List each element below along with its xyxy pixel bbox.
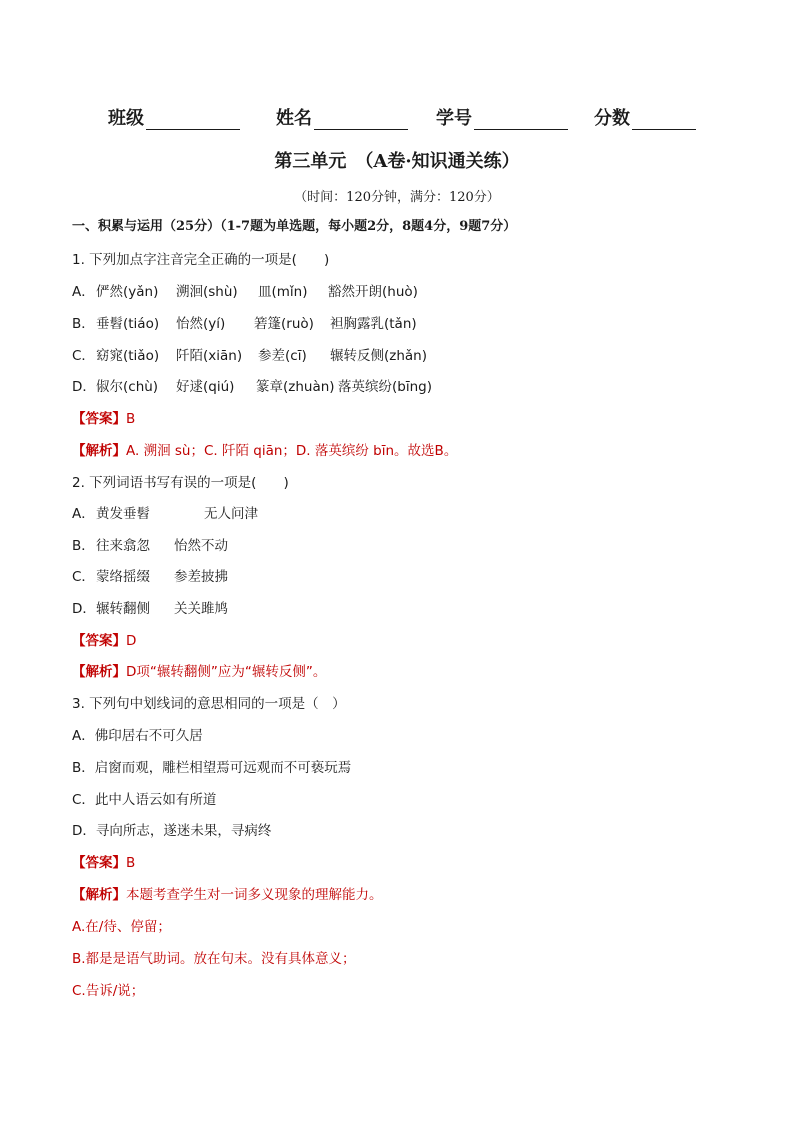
option-text: 佛印居右不可久居 xyxy=(94,728,203,744)
section-heading: 一、积累与运用（25分）（1-7题为单选题，每小题2分，8题4分，9题7分） xyxy=(72,219,517,234)
option-letter: A． xyxy=(72,284,95,300)
option-item: 参差披拂 xyxy=(174,569,228,585)
q1-explanation xyxy=(72,441,457,461)
question-1-stem: 1. 下列加点字注音完全正确的一项是( ) xyxy=(72,252,330,268)
class-field xyxy=(108,104,240,130)
option-item: 黄发垂髫 xyxy=(96,506,150,522)
id-label: 学号 xyxy=(436,108,472,129)
option-letter: B． xyxy=(72,538,95,554)
option-item: 箬篷(ruò) xyxy=(254,316,314,332)
option-item: 俶尔(chù) xyxy=(96,379,159,395)
class-label: 班级 xyxy=(108,108,144,129)
option-item: 俨然(yǎn) xyxy=(96,284,159,300)
question-3-stem: 3. 下列句中划线词的意思相同的一项是（ ） xyxy=(72,696,346,712)
option-item: 辗转反侧(zhǎn) xyxy=(330,348,428,364)
q1-option-c xyxy=(72,346,732,366)
q3-option-a xyxy=(72,726,203,746)
score-blank xyxy=(632,111,696,130)
option-item: 关关雎鸠 xyxy=(174,601,228,617)
option-item: 溯洄(shù) xyxy=(176,284,238,300)
q3-note: A.在/待、停留； xyxy=(72,919,171,935)
q3-option-b xyxy=(72,758,351,778)
option-letter: A． xyxy=(72,506,95,522)
option-letter: A． xyxy=(72,728,95,744)
answer-tag: 【答案】 xyxy=(72,855,126,871)
question-2-stem: 2. 下列词语书写有误的一项是( ) xyxy=(72,475,289,491)
score-field xyxy=(594,104,696,130)
explain-tag: 【解析】 xyxy=(72,887,126,903)
option-item: 豁然开朗(huò) xyxy=(328,284,418,300)
q3-note: C.告诉/说； xyxy=(72,983,145,999)
q1-option-d xyxy=(72,377,732,397)
option-text: 寻向所志，遂迷未果，寻病终 xyxy=(95,823,272,839)
answer-value: B xyxy=(126,411,136,427)
page-subtitle: （时间：120分钟，满分：120分） xyxy=(294,190,500,205)
option-letter: C． xyxy=(72,792,95,808)
class-blank xyxy=(146,111,240,130)
q1-option-b xyxy=(72,314,732,334)
name-label: 姓名 xyxy=(276,108,312,129)
option-item: 怡然不动 xyxy=(174,538,228,554)
id-field xyxy=(436,104,568,130)
option-item: 落英缤纷(bīng) xyxy=(338,379,432,395)
option-item: 垂髫(tiáo) xyxy=(96,316,160,332)
option-item: 无人问津 xyxy=(204,506,258,522)
q3-option-c xyxy=(72,790,216,810)
q3-answer xyxy=(72,853,135,873)
id-blank xyxy=(474,111,568,130)
q2-answer xyxy=(72,631,136,651)
explain-text: A. 溯洄 sù；C. 阡陌 qiān；D. 落英缤纷 bīn。故选B。 xyxy=(126,443,458,459)
option-text: 启窗而观，雕栏相望焉可远观而不可亵玩焉 xyxy=(94,760,352,776)
q2-option-d xyxy=(72,599,372,619)
answer-tag: 【答案】 xyxy=(72,411,126,427)
q3-explanation xyxy=(72,885,383,905)
option-item: 蒙络摇缀 xyxy=(96,569,150,585)
option-text: 此中人语云如有所道 xyxy=(94,792,217,808)
q3-note: B.都是是语气助词。放在句末。没有具体意义； xyxy=(72,951,356,967)
q3-option-d xyxy=(72,821,271,841)
option-letter: D． xyxy=(72,379,96,395)
q2-option-a xyxy=(72,504,372,524)
option-item: 往来翕忽 xyxy=(96,538,150,554)
page-title: 第三单元 （A卷·知识通关练） xyxy=(274,151,520,172)
option-letter: D． xyxy=(72,823,96,839)
q2-option-b xyxy=(72,536,372,556)
option-letter: D． xyxy=(72,601,96,617)
explain-tag: 【解析】 xyxy=(72,664,126,680)
name-blank xyxy=(314,111,408,130)
option-letter: B． xyxy=(72,316,95,332)
option-item: 袒胸露乳(tǎn) xyxy=(330,316,417,332)
q1-option-a xyxy=(72,282,732,302)
explain-text: D项“辗转翻侧”应为“辗转反侧”。 xyxy=(126,664,327,680)
option-item: 阡陌(xiān) xyxy=(176,348,243,364)
header-fields xyxy=(108,104,708,132)
option-letter: C． xyxy=(72,348,95,364)
q2-explanation xyxy=(72,662,326,682)
score-label: 分数 xyxy=(594,108,630,129)
q1-answer xyxy=(72,409,135,429)
option-item: 窈窕(tiǎo) xyxy=(96,348,160,364)
option-letter: B． xyxy=(72,760,95,776)
explain-text: 本题考查学生对一词多义现象的理解能力。 xyxy=(126,887,383,903)
option-item: 篆章(zhuàn) xyxy=(256,379,335,395)
answer-value: B xyxy=(126,855,136,871)
answer-tag: 【答案】 xyxy=(72,633,126,649)
option-item: 参差(cī) xyxy=(258,348,307,364)
option-letter: C． xyxy=(72,569,95,585)
option-item: 怡然(yí) xyxy=(176,316,226,332)
q2-option-c xyxy=(72,567,372,587)
name-field xyxy=(276,104,408,130)
explain-tag: 【解析】 xyxy=(72,443,126,459)
option-item: 辗转翻侧 xyxy=(96,601,150,617)
answer-value: D xyxy=(126,633,137,649)
option-item: 好逑(qiú) xyxy=(176,379,235,395)
option-item: 皿(mǐn) xyxy=(258,284,308,300)
